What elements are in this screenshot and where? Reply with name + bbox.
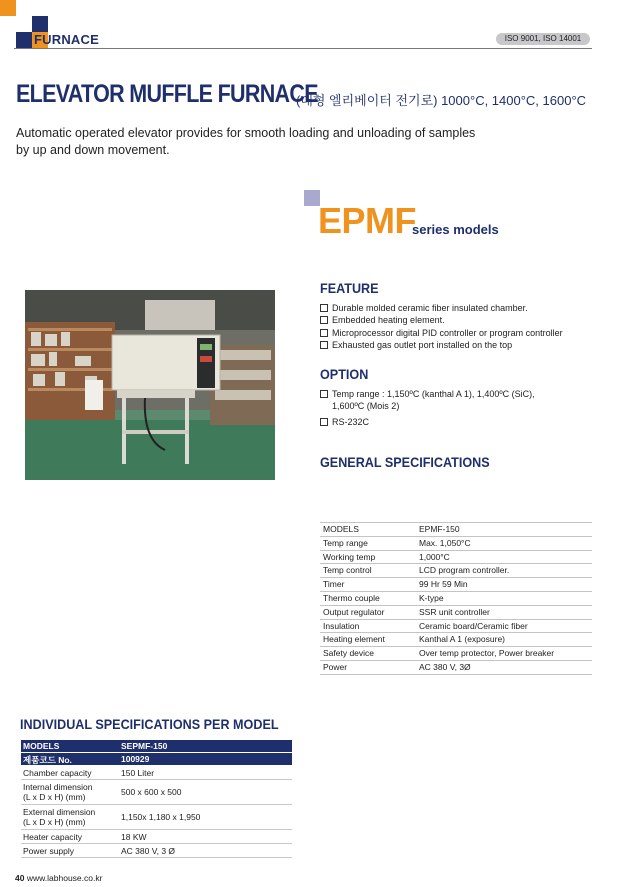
checkbox-icon <box>320 316 328 324</box>
individual-spec-table <box>21 740 292 858</box>
list-item: Microprocessor digital PID controller or program controller <box>320 327 563 339</box>
footer-website: www.labhouse.co.kr <box>26 873 103 883</box>
general-spec-table <box>320 522 592 675</box>
table-row: Temp range Max. 1,050°C <box>320 537 592 551</box>
feature-heading: FEATURE <box>320 280 379 296</box>
intro-text: Automatic operated elevator provides for smooth loading and unloading of samples by up and down movement. <box>16 126 476 157</box>
logo-square-orange-top <box>0 0 16 16</box>
table-row: Temp control LCD program controller. <box>320 564 592 578</box>
table-row: External dimension (L x D x H) (mm) 1,150x 1,180 x 1,950 <box>21 805 292 830</box>
header-rule <box>14 48 592 49</box>
logo-square-lavender <box>16 32 32 48</box>
table-row: Insulation Ceramic board/Ceramic fiber <box>320 620 592 634</box>
checkbox-icon <box>320 418 328 426</box>
checkbox-icon <box>320 390 328 398</box>
table-row: Working temp 1,000°C <box>320 551 592 565</box>
table-row: Heater capacity 18 KW <box>21 830 292 844</box>
table-row: Thermo couple K-type <box>320 592 592 606</box>
product-photo <box>25 290 275 480</box>
checkbox-icon <box>320 304 328 312</box>
option-heading: OPTION <box>320 366 369 382</box>
logo-square-navy <box>32 16 48 32</box>
table-row: Safety device Over temp protector, Power breaker <box>320 647 592 661</box>
list-item: RS-232C <box>320 416 535 428</box>
table-row: Timer 99 Hr 59 Min <box>320 578 592 592</box>
list-item: Durable molded ceramic fiber insulated chamber. <box>320 302 563 314</box>
table-row: Power AC 380 V, 3Ø <box>320 661 592 675</box>
feature-list <box>320 302 563 351</box>
list-item: Temp range : 1,150ºC (kanthal A 1), 1,400ºC (SiC), <box>320 388 535 400</box>
page-title-main: ELEVATOR MUFFLE FURNACE <box>16 80 318 108</box>
option-list <box>320 388 535 428</box>
table-row: Power supply AC 380 V, 3 Ø <box>21 844 292 858</box>
table-row: Internal dimension (L x D x H) (mm) 500 x 600 x 500 <box>21 780 292 805</box>
model-suffix: series models <box>412 222 499 237</box>
iso-badge: ISO 9001, ISO 14001 <box>496 33 590 45</box>
page-title-sub: (대형 엘리베이터 전기로) 1000°C, 1400°C, 1600°C <box>296 93 587 108</box>
table-header-row: 제품코드 No. 100929 <box>21 753 292 766</box>
list-item: Exhausted gas outlet port installed on the top <box>320 339 563 351</box>
section-label: FURNACE <box>34 32 99 47</box>
list-item-continuation: 1,600ºC (Mois 2) <box>332 401 400 412</box>
model-code: EPMF <box>318 200 417 241</box>
footer <box>15 873 102 883</box>
list-item: Embedded heating element. <box>320 314 563 326</box>
page-number: 40 <box>15 873 25 883</box>
table-header-row: MODELS SEPMF-150 <box>21 740 292 753</box>
table-row: Output regulator SSR unit controller <box>320 606 592 620</box>
table-row: Chamber capacity 150 Liter <box>21 766 292 780</box>
table-row: MODELS EPMF-150 <box>320 522 592 537</box>
checkbox-icon <box>320 341 328 349</box>
checkbox-icon <box>320 329 328 337</box>
general-spec-heading: GENERAL SPECIFICATIONS <box>320 454 490 470</box>
table-row: Heating element Kanthal A 1 (exposure) <box>320 633 592 647</box>
individual-spec-heading: INDIVIDUAL SPECIFICATIONS PER MODEL <box>20 716 279 732</box>
